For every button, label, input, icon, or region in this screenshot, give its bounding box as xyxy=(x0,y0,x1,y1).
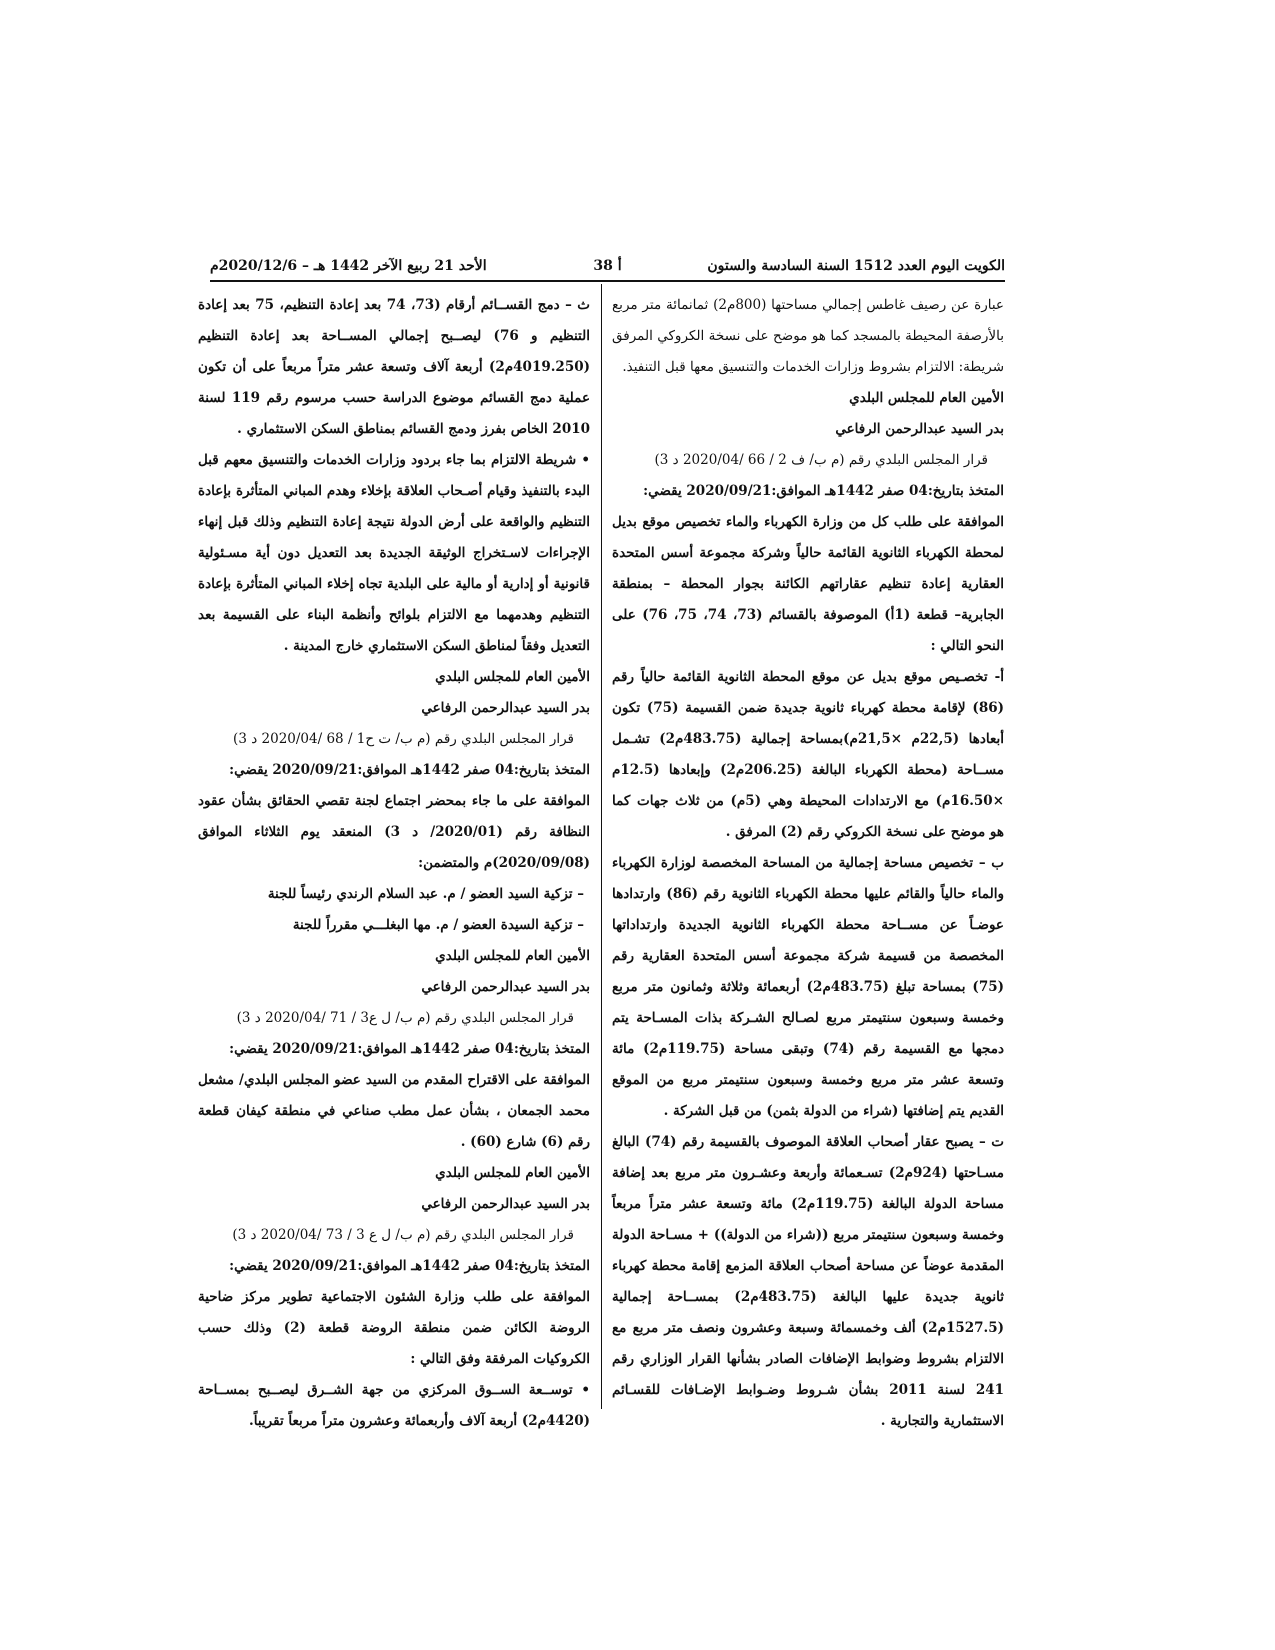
paragraph: ث – دمج القســائم أرقام (73، 74 بعد إعادة التنظيم، 75 بعد إعادة التنظيم و 76) ليصــبح إجمالي المســاحة بعد إعادة التنظيم (4019.250م2) أربعة آلاف وتسعة عشر متراً مربعاً على أن تكون عملية دمج القسائم موضوع الدراسة حسب مرسوم رقم 119 لسنة 2010 الخاص بفرز ودمج القسائم بمناطق السكن الاستثماري . xyxy=(198,297,590,437)
column-divider xyxy=(601,284,602,1409)
paragraph: الموافقة على ما جاء بمحضر اجتماع لجنة تقصي الحقائق بشأن عقود النظافة رقم (2020/01/ د 3) المنعقد يوم الثلاثاء الموافق (2020/09/08)م والمتضمن: xyxy=(198,793,590,871)
paragraph: بدر السيد عبدالرحمن الرفاعي xyxy=(421,979,590,995)
paragraph: ب – تخصيص مساحة إجمالية من المساحة المخصصة لوزارة الكهرباء والماء حالياً والقائم عليها محطة الكهرباء الثانوية رقم (86) وارتدادها عوضـاً عن مســاحة محطة الكهرباء الثانوية الجديدة وارتداداتها المخصصة من قسيمة شركة مجموعة أسس المتحدة العقارية رقم (75) بمساحة تبلغ (483.75م2) أربعمائة وثلاثة وثمانون متر مربع وخمسة وسبعون سنتيمتر مربع لصـالح الشـركة بذات المسـاحة يتم دمجها مع القسيمة رقم (74) وتبقى مساحة (119.75م2) مائة وتسعة عشر متر مربع وخمسة وسبعون سنتيمتر مربع من الموقع القديم يتم إضافتها (شراء من الدولة بثمن) من قبل الشركة . xyxy=(612,855,1004,1119)
paragraph: المتخذ بتاريخ:04 صفر 1442هـ الموافق:2020/09/21 يقضي: xyxy=(229,1041,590,1057)
paragraph: المتخذ بتاريخ:04 صفر 1442هـ الموافق:2020/09/21 يقضي: xyxy=(643,483,1004,499)
paragraph: • توســعة الســوق المركزي من جهة الشــرق ليصــبح بمســاحة (4420م2) أربعة آلاف وأربعمائة وعشرون متراً مربعاً تقريباً. xyxy=(198,1382,590,1429)
paragraph: قرار المجلس البلدي رقم (م ب/ ل ع3 / 71 /2020/04 د 3) xyxy=(236,1010,574,1026)
paragraph: الأمين العام للمجلس البلدي xyxy=(849,390,1004,406)
paragraph: قرار المجلس البلدي رقم (م ب/ ت ح1 / 68 /2020/04 د 3) xyxy=(233,731,574,747)
paragraph: المتخذ بتاريخ:04 صفر 1442هـ الموافق:2020/09/21 يقضي: xyxy=(229,762,590,778)
paragraph: – تزكية السيد العضو / م. عبد السلام الرندي رئيساً للجنة xyxy=(267,886,584,902)
paragraph: بدر السيد عبدالرحمن الرفاعي xyxy=(421,1196,590,1212)
paragraph: الأمين العام للمجلس البلدي xyxy=(435,948,590,964)
paragraph: الأمين العام للمجلس البلدي xyxy=(435,669,590,685)
paragraph: أ- تخصـيص موقع بديل عن موقع المحطة الثانوية القائمة حالياً رقم (86) لإقامة محطة كهرباء ثانوية جديدة ضمن القسيمة (75) تكون أبعادها (22,5م ×21,5م)بمساحة إجمالية (483.75م2) تشـمل مســاحة (محطة الكهرباء البالغة (206.25م2) وإبعادها (12.5م ×16.50م) مع الارتدادات المحيطة وهي (5م) من ثلاث جهات كما هو موضح على نسخة الكروكي رقم (2) المرفق . xyxy=(612,669,1005,840)
left-column xyxy=(198,290,590,1437)
paragraph: الأمين العام للمجلس البلدي xyxy=(435,1165,590,1181)
paragraph: قرار المجلس البلدي رقم (م ب/ ل ع 3 / 73 /2020/04 د 3) xyxy=(232,1227,574,1243)
paragraph: بدر السيد عبدالرحمن الرفاعي xyxy=(421,700,590,716)
paragraph: – تزكية السيدة العضو / م. مها البغلـــي مقرراً للجنة xyxy=(292,917,584,933)
paragraph: • شريطة الالتزام بما جاء بردود وزارات الخدمات والتنسيق معهم قبل البدء بالتنفيذ وقيام أصـحاب العلاقة بإخلاء وهدم المباني المتأثرة بإعادة التنظيم والواقعة على أرض الدولة نتيجة إعادة التنظيم وذلك قبل إنهاء الإجراءات لاسـتخراج الوثيقة الجديدة بعد التعديل دون أية مسـئولية قانونية أو إدارية أو مالية على البلدية تجاه إخلاء المباني المتأثرة بإعادة التنظيم وهدمهما مع الالتزام بلوائح وأنظمة البناء على القسيمة بعد التعديل وفقاً لمناطق السكن الاستثماري خارج المدينة . xyxy=(198,452,590,654)
paragraph: ت – يصبح عقار أصحاب العلاقة الموصوف بالقسيمة رقم (74) البالغ مسـاحتها (924م2) تسـعمائة وأربعة وعشـرون متر مربع بعد إضافة مساحة الدولة البالغة (119.75م2) مائة وتسعة عشر متراً مربعاً وخمسة وسبعون سنتيمتر مربع ((شراء من الدولة)) + مسـاحة الدولة المقدمة عوضاً عن مساحة أصحاب العلاقة المزمع إقامة محطة كهرباء ثانوية جديدة عليها البالغة (483.75م2) بمســاحة إجمالية (1527.5م2) ألف وخمسمائة وسبعة وعشرون ونصف متر مربع مع الالتزام بشروط وضوابط الإضافات الصادر بشأنها القرار الوزاري رقم 241 لسنة 2011 بشأن شـروط وضـوابط الإضـافات للقسـائم الاستثمارية والتجارية . xyxy=(612,1134,1005,1429)
right-column xyxy=(612,290,1004,1437)
header-rule xyxy=(210,280,1005,282)
paragraph: الموافقة على طلب وزارة الشئون الاجتماعية تطوير مركز ضاحية الروضة الكائن ضمن منطقة الروضة قطعة (2) وذلك حسب الكروكيات المرفقة وفق التالي : xyxy=(198,1289,590,1367)
paragraph: قرار المجلس البلدي رقم (م ب/ ف 2 / 66 /2020/04 د 3) xyxy=(654,452,988,468)
header-page-number: أ 38 xyxy=(593,258,622,274)
running-header xyxy=(210,258,1005,278)
header-issue: الكويت اليوم العدد 1512 السنة السادسة والستون xyxy=(707,258,1005,274)
paragraph: المتخذ بتاريخ:04 صفر 1442هـ الموافق:2020/09/21 يقضي: xyxy=(229,1258,590,1274)
header-date: الأحد 21 ربيع الآخر 1442 هـ – 2020/12/6م xyxy=(210,258,487,274)
paragraph: بدر السيد عبدالرحمن الرفاعي xyxy=(835,421,1004,437)
paragraph: عبارة عن رصيف غاطس إجمالي مساحتها (800م2) ثمانمائة متر مربع بالأرصفة المحيطة بالمسجد كما هو موضح على نسخة الكروكي المرفق شريطة: الالتزام بشروط وزارات الخدمات والتنسيق معها قبل التنفيذ. xyxy=(612,297,1004,375)
paragraph: الموافقة على الاقتراح المقدم من السيد عضو المجلس البلدي/ مشعل محمد الجمعان ، بشأن عمل مطب صناعي في منطقة كيفان قطعة رقم (6) شارع (60) . xyxy=(198,1072,590,1150)
paragraph: الموافقة على طلب كل من وزارة الكهرباء والماء تخصيص موقع بديل لمحطة الكهرباء الثانوية القائمة حالياً وشركة مجموعة أسس المتحدة العقارية إعادة تنظيم عقاراتهم الكائنة بجوار المحطة – بمنطقة الجابرية– قطعة (1أ) الموصوفة بالقسائم (73، 74، 75، 76) على النحو التالي : xyxy=(612,514,1004,654)
